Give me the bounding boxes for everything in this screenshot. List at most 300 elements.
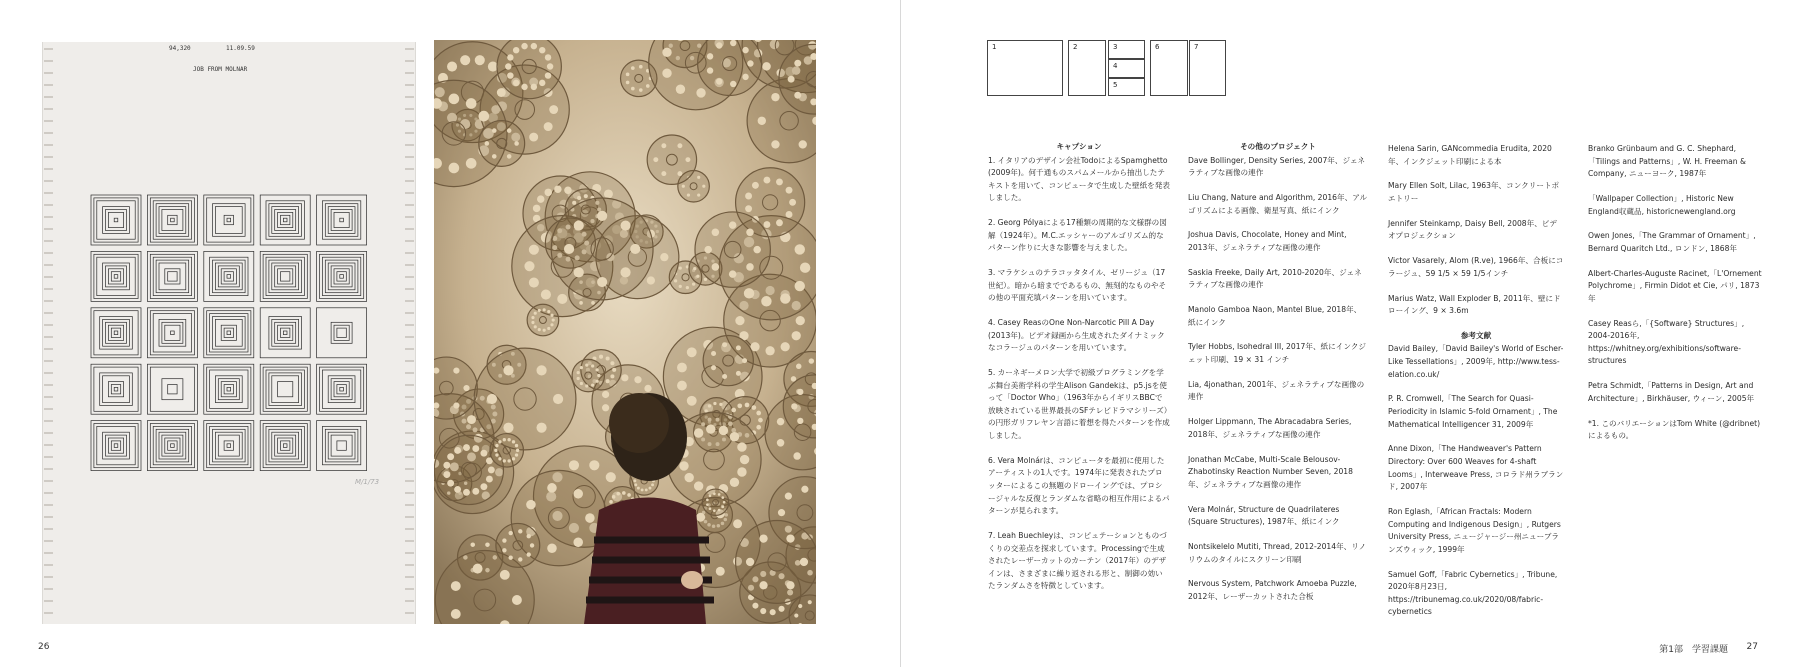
curtain-hole: [597, 277, 607, 287]
curtain-hole: [584, 194, 588, 198]
curtain-hole: [577, 196, 581, 200]
curtain-hole: [745, 193, 752, 200]
curtain-hole: [569, 460, 579, 470]
curtain-hole: [795, 281, 805, 291]
project-entry: Liu Chang, Nature and Algorithm, 2016年、アルゴリズムによる画像、衛星写真、紙にインク: [1188, 192, 1368, 215]
curtain-hole: [454, 447, 461, 454]
curtain-hole: [470, 542, 475, 547]
curtain-hole: [662, 48, 671, 57]
plot-square: [207, 311, 251, 355]
curtain-hole: [651, 483, 654, 486]
curtain-hole: [721, 496, 724, 499]
curtain-hole: [719, 426, 728, 435]
curtain-hole: [662, 69, 671, 78]
thumb-1: 1: [987, 40, 1063, 96]
plot-square: [283, 444, 287, 448]
curtain-hole: [485, 542, 490, 547]
curtain-hole: [557, 294, 567, 304]
curtain-hole: [534, 325, 537, 328]
captions-column: [988, 141, 1170, 605]
plot-square: [221, 382, 236, 397]
curtain-hole: [497, 88, 506, 97]
plot-square: [263, 254, 307, 298]
plot-square: [171, 331, 175, 335]
curtain-hole: [677, 363, 687, 373]
plot-square: [91, 251, 141, 301]
curtain-hole: [677, 171, 682, 176]
curtain-hole: [620, 220, 630, 230]
reference-entry: 「Wallpaper Collection」, Historic New England収蔵品, historicnewengland.org: [1588, 193, 1736, 216]
plot-square: [94, 198, 138, 242]
captions-heading: キャプション: [1056, 142, 1102, 151]
artist-signature: M/1/73: [355, 478, 380, 486]
curtain-hole: [631, 87, 635, 91]
curtain-hole: [545, 72, 551, 78]
curtain-hole: [729, 270, 737, 278]
curtain-hole: [449, 94, 460, 105]
plot-square: [114, 444, 118, 448]
curtain-hole: [529, 278, 539, 288]
plot-square: [269, 204, 302, 237]
curtain-hole: [516, 449, 519, 452]
curtain-hole: [585, 513, 595, 523]
curtain-hole: [541, 290, 551, 300]
curtain-hole: [533, 205, 540, 212]
curtain-hole: [694, 428, 703, 437]
project-entry: Jonathan McCabe, Multi-Scale Belousov-Zhabotinsky Reaction Number Seven, 2018年、ジェネラティブな画像の連作: [1188, 454, 1353, 489]
curtain-hole: [716, 78, 722, 84]
curtain-circle: [497, 40, 561, 99]
curtain-hole: [596, 380, 599, 383]
curtain-hole: [454, 486, 461, 493]
curtain-hole: [792, 331, 801, 340]
curtain-hole: [495, 444, 498, 447]
curtain-hole: [621, 374, 628, 381]
curtain-hole: [512, 440, 515, 443]
plot-square: [337, 272, 346, 281]
curtain-hole: [753, 246, 761, 254]
curtain-hole: [630, 244, 640, 254]
curtain-hole: [443, 462, 450, 469]
curtain-hole: [712, 263, 720, 271]
curtain-hole: [451, 581, 461, 591]
curtain-hole: [526, 500, 536, 510]
plot-square: [150, 254, 194, 298]
curtain-hole: [687, 347, 697, 357]
plot-square: [340, 387, 344, 391]
curtain-hole: [737, 442, 746, 451]
curtain-hole: [547, 63, 553, 69]
plot-square: [334, 382, 349, 397]
caption: 5. カーネギーメロン大学で初級プログラミングを学ぶ舞台美術学科の学生Alison Gandekは、p5.jsを使って「Doctor Who」（1963年からイギリスBBCで放映されている世界最長のSFテレビドラマシリーズ）の円形ガリフレヤン言語に着想を得たパターンを作成しました。: [988, 368, 1170, 441]
thumb-4: 4: [1108, 59, 1145, 78]
plot-square: [227, 218, 231, 222]
curtain-hole: [536, 365, 546, 375]
curtain-hole: [604, 189, 613, 198]
plot-square: [221, 325, 236, 340]
curtain-hole: [639, 88, 643, 92]
curtain-hole: [531, 84, 537, 90]
curtain-hole: [537, 195, 544, 202]
curtain-hole: [781, 342, 790, 351]
curtain-hole: [591, 301, 595, 305]
plot-square: [162, 210, 183, 231]
curtain-hole: [682, 185, 685, 188]
plot-square: [281, 441, 290, 450]
plot-square: [213, 260, 246, 293]
references-heading: 参考文献: [1460, 330, 1492, 340]
curtain-hole: [679, 266, 682, 269]
plot-square: [334, 269, 349, 284]
curtain-hole: [512, 457, 515, 460]
curtain-hole: [527, 552, 531, 556]
curtain-hole: [786, 187, 793, 194]
plot-square: [227, 387, 231, 391]
plot-square: [263, 424, 307, 468]
curtain-hole: [552, 318, 555, 321]
curtain-hole: [718, 509, 721, 512]
curtain-hole: [742, 358, 747, 363]
plot-square: [227, 444, 231, 448]
curtain-hole: [473, 564, 483, 574]
footnote: *1. このバリエーションはTom White (@dribnet)によるもの。: [1588, 418, 1761, 441]
curtain-hole: [536, 423, 546, 433]
plot-square: [103, 263, 130, 290]
curtain-hole: [478, 111, 489, 122]
plot-square: [334, 325, 349, 340]
curtain-hole: [730, 81, 736, 87]
plot-square: [224, 328, 233, 337]
curtain-hole: [503, 459, 506, 462]
curtain-hole: [808, 600, 812, 604]
plot-square: [111, 385, 120, 394]
references-column: [1588, 143, 1764, 455]
curtain-hole: [794, 614, 798, 618]
projects-column: [1188, 141, 1368, 616]
plot-square: [156, 204, 189, 237]
curtain-hole: [729, 221, 737, 229]
curtain-hole: [610, 374, 614, 378]
curtain-hole: [798, 604, 802, 608]
curtain-hole: [547, 483, 557, 493]
curtain-hole: [777, 439, 785, 447]
plot-square: [218, 435, 239, 456]
curtain-hole: [800, 263, 810, 273]
curtain-hole: [702, 185, 705, 188]
curtain-hole: [531, 316, 534, 319]
curtain-hole: [746, 263, 754, 271]
project-entry: Jennifer Steinkamp, Daisy Bell, 2008年、ビデオプロジェクション: [1388, 218, 1557, 241]
curtain-hole: [744, 288, 754, 298]
curtain-hole: [677, 143, 682, 148]
plot-square: [91, 421, 141, 471]
curtain-hole: [713, 492, 716, 495]
plot-square: [114, 331, 118, 335]
curtain-hole: [472, 488, 479, 495]
curtain-hole: [776, 219, 783, 226]
curtain-hole: [661, 143, 666, 148]
curtain-hole: [547, 327, 550, 330]
curtain-hole: [799, 140, 807, 148]
curtain-hole: [553, 394, 563, 404]
curtain-hole: [609, 500, 613, 504]
curtain-hole: [507, 438, 510, 441]
plot-square: [168, 441, 177, 450]
curtain-hole: [463, 444, 470, 451]
curtain-hole: [801, 486, 808, 493]
plot-square: [111, 441, 120, 450]
curtain-hole: [633, 479, 636, 482]
curtain-hole: [706, 424, 715, 433]
curtain-hole: [529, 245, 539, 255]
curtain-hole: [531, 43, 537, 49]
plot-square: [204, 195, 254, 245]
curtain-hole: [722, 374, 727, 379]
curtain-hole: [740, 455, 749, 464]
curtain-hole: [597, 211, 607, 221]
project-entry: Vera Molnár, Structure de Quadrilateres (Square Structures), 1987年、紙にインク: [1188, 504, 1340, 527]
curtain-hole: [660, 253, 668, 261]
curtain-hole: [502, 538, 506, 542]
curtain-hole: [758, 117, 766, 125]
plot-square: [328, 432, 355, 459]
curtain-hole: [547, 310, 550, 313]
plot-square: [159, 319, 186, 346]
plot-square: [320, 254, 364, 298]
project-entry: Tyler Hobbs, Isohedral III, 2017年、紙にインクジェット印刷、19 × 31 インチ: [1188, 342, 1366, 365]
curtain-hole: [466, 98, 477, 109]
project-entry: Helena Sarin, GANcommedia Erudita, 2020年、インクジェット印刷による本: [1388, 144, 1552, 166]
curtain-hole: [771, 140, 779, 148]
curtain-hole: [742, 74, 748, 80]
curtain-hole: [634, 376, 641, 383]
curtain-hole: [622, 491, 626, 495]
plot-square: [272, 263, 299, 290]
plot-square: [328, 376, 355, 403]
plot-square: [272, 207, 299, 234]
plot-square: [283, 331, 287, 335]
curtain-hole: [677, 381, 687, 391]
plot-square: [168, 385, 177, 394]
curtain-hole: [612, 368, 616, 372]
curtain-hole: [684, 473, 693, 482]
curtain-hole: [507, 72, 513, 78]
curtain-hole: [597, 374, 600, 377]
project-entry: Nervous System, Patchwork Amoeba Puzzle, 2012年、レーザーカットされた合板: [1188, 579, 1357, 601]
plot-square: [114, 218, 118, 222]
plot-square: [159, 263, 186, 290]
curtain-hole: [463, 385, 469, 391]
plot-square: [171, 444, 175, 448]
plot-square: [165, 438, 180, 453]
perforation-strip: [44, 42, 53, 624]
curtain-hole: [453, 402, 459, 408]
plot-square: [147, 195, 197, 245]
caption: 4. Casey ReasのOne Non-Narcotic Pill A Day (2013年)。ビデオ録画から生成されたダイナミックなコラージュのパターンを用いています。: [988, 318, 1165, 353]
reference-entry: Anne Dixon,「The Handweaver's Pattern Directory: Over 600 Weaves for 4-shaft Looms」, Interweave Press, コロラド州ラブランド, 2007年: [1388, 444, 1564, 492]
curtain-hole: [687, 194, 690, 197]
curtain-hole: [721, 506, 724, 509]
curtain-hole: [508, 531, 512, 535]
curtain-hole: [696, 275, 699, 278]
reference-entry: Petra Schmidt,「Patterns in Design, Art and Architecture」, Birkhäuser, ウィーン, 2005年: [1588, 381, 1755, 403]
plot-square: [100, 373, 133, 406]
plot-square: [337, 441, 346, 450]
plot-square: [325, 260, 358, 293]
plot-square: [204, 308, 254, 358]
plot-square: [272, 376, 299, 403]
plot-square: [215, 319, 242, 346]
plot-square: [215, 263, 242, 290]
curtain-hole: [488, 466, 495, 473]
curtain-hole: [543, 308, 546, 311]
curtain-hole: [573, 489, 583, 499]
plot-square: [100, 317, 133, 350]
plot-square: [159, 207, 186, 234]
curtain-hole: [788, 76, 795, 83]
project-entry: Lia, 4jonathan, 2001年、ジェネラティブな画像の連作: [1188, 379, 1365, 402]
plot-square: [207, 198, 251, 242]
curtain-hole: [706, 499, 709, 502]
curtain-hole: [549, 105, 558, 114]
curtain-hole: [711, 365, 716, 370]
curtain-hole: [480, 483, 487, 490]
project-entry: Joshua Davis, Chocolate, Honey and Mint, 2013年、ジェネラティブな画像の連作: [1188, 230, 1347, 252]
curtain-hole: [646, 84, 650, 88]
curtain-hole: [626, 81, 630, 85]
curtain-hole: [606, 379, 610, 383]
curtain-hole: [487, 394, 497, 404]
project-entry: Nontsikelelo Mutiti, Thread, 2012-2014年、リノリウムのタイルにスクリーン印刷: [1188, 541, 1367, 564]
curtain-hole: [507, 154, 512, 159]
curtain-hole: [585, 363, 588, 366]
curtain-hole: [752, 603, 758, 609]
curtain-hole: [796, 364, 801, 369]
curtain-hole: [786, 581, 794, 589]
projects-references-column: [1388, 143, 1564, 631]
plot-square: [108, 438, 123, 453]
plot-square: [103, 207, 130, 234]
curtain-hole: [515, 453, 518, 456]
curtain-hole: [778, 509, 785, 516]
curtain-hole: [723, 501, 726, 504]
curtain-hole: [747, 60, 753, 66]
curtain-hole: [789, 199, 796, 206]
plot-square: [91, 195, 141, 245]
reference-entry: Owen Jones,「The Grammar of Ornament」, Bernard Quaritch Ltd., ロンドン, 1868年: [1588, 231, 1756, 253]
curtain-hole: [730, 40, 736, 46]
curtain-hole: [627, 493, 631, 497]
plot-square: [147, 364, 197, 414]
plot-square: [204, 364, 254, 414]
curtain-hole: [730, 478, 739, 487]
plot-square: [168, 272, 177, 281]
curtain-hole: [443, 471, 450, 478]
curtain-hole: [585, 384, 588, 387]
curtain-hole: [513, 47, 519, 53]
curtain-hole: [447, 480, 454, 487]
projects-heading: その他のプロジェクト: [1240, 142, 1316, 151]
curtain-hole: [507, 128, 512, 133]
plot-square: [204, 251, 254, 301]
curtain-hole: [502, 548, 506, 552]
curtain-hole: [745, 205, 752, 212]
curtain-hole: [639, 65, 643, 69]
page-number-right: 27: [1746, 642, 1758, 652]
project-entry: Dave Bollinger, Density Series, 2007年、ジェネラティブな画像の連作: [1188, 155, 1366, 178]
curtain-hole: [791, 403, 797, 409]
plot-square: [221, 269, 236, 284]
plot-square: [215, 207, 242, 234]
caption: 6. Vera Molnárは、コンピュータを最初に使用したアーティストの1人です。1974年に発表されたプロッターによるこの無題のドローイングでは、プロシージャルな反復とランダムな省略の相互作用によるパターンが見られます。: [988, 455, 1170, 516]
plot-square: [168, 215, 177, 224]
curtain-hole: [661, 171, 666, 176]
curtain-hole: [495, 453, 498, 456]
plot-square: [94, 311, 138, 355]
curtain-hole: [776, 178, 783, 185]
plot-square: [147, 421, 197, 471]
plot-square: [325, 429, 358, 462]
plot-square: [91, 364, 141, 414]
curtain-hole: [596, 368, 599, 371]
curtain-hole: [538, 328, 541, 331]
curtain-hole: [704, 278, 707, 281]
curtain-hole: [794, 60, 801, 67]
curtain-hole: [797, 389, 803, 395]
curtain-hole: [730, 432, 739, 441]
plot-square: [207, 367, 251, 411]
curtain-hole: [649, 487, 652, 490]
curtain-hole: [637, 487, 640, 490]
plot-square: [281, 328, 290, 337]
plot-square: [272, 319, 299, 346]
curtain-hole: [515, 444, 518, 447]
plot-square: [150, 311, 194, 355]
plot-square: [317, 364, 367, 414]
curtain-hole: [616, 492, 620, 496]
plot-square: [278, 325, 293, 340]
curtain-hole: [800, 558, 808, 566]
thumb-2: 2: [1068, 40, 1106, 96]
curtain-hole: [544, 122, 553, 131]
plot-square: [283, 218, 287, 222]
reference-entry: P. R. Cromwell,「The Search for Quasi-Periodicity in Islamic 5-fold Ornament」, The Mathematical Intelligencer 31, 2009年: [1388, 394, 1558, 429]
project-entry: Marius Watz, Wall Exploder B, 2011年、壁にドローイング、9 × 3.6m: [1388, 293, 1561, 316]
plot-square: [108, 212, 123, 227]
curtain-hole: [771, 93, 779, 101]
curtain-hole: [503, 423, 513, 433]
plot-square: [114, 275, 118, 279]
plot-square: [108, 269, 123, 284]
curtain-hole: [746, 558, 754, 566]
curtain-hole: [485, 141, 490, 146]
curtain-hole: [709, 494, 712, 497]
plot-square: [147, 308, 197, 358]
plot-square: [108, 382, 123, 397]
curtain-hole: [472, 445, 479, 452]
curtain-hole: [708, 404, 711, 407]
curtain-hole: [521, 84, 527, 90]
curtain-hole: [543, 329, 546, 332]
curtain-hole: [538, 309, 541, 312]
curtain-hole: [733, 519, 742, 528]
curtain-hole: [745, 403, 750, 408]
curtain-hole: [449, 163, 460, 174]
curtain-hole: [498, 440, 501, 443]
plot-square: [171, 218, 175, 222]
plot-square: [263, 367, 307, 411]
plot-square: [213, 429, 246, 462]
